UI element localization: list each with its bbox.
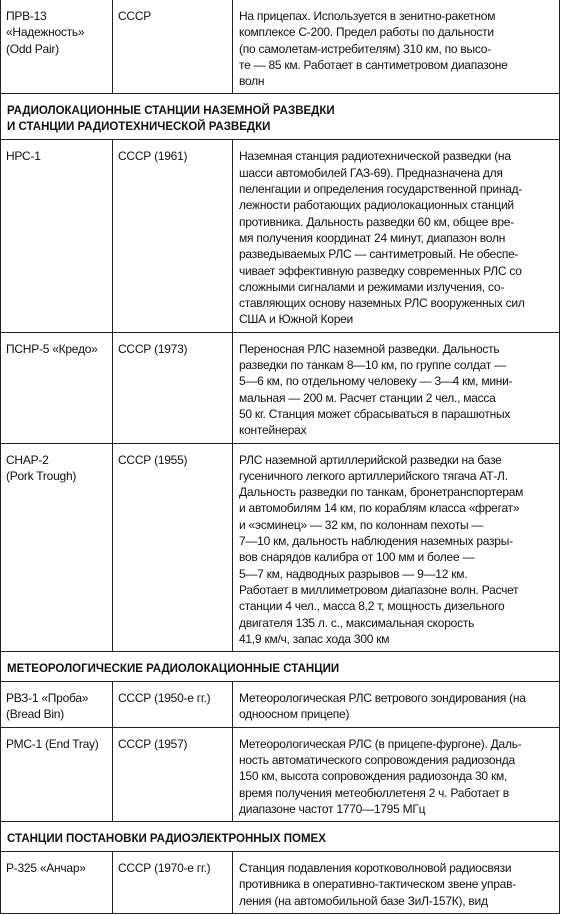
- description-line: разведки по танкам 8—10 км, по группе солдат —: [239, 358, 506, 373]
- description-line: пеленгации и определения государственной принад-: [239, 182, 523, 197]
- origin-cell: СССР (1955): [113, 443, 233, 652]
- table-row: [1, 443, 560, 652]
- section-title-line: И СТАНЦИИ РАДИОТЕХНИЧЕСКОЙ РАЗВЕДКИ: [7, 121, 271, 134]
- origin-cell: СССР: [113, 0, 233, 94]
- equipment-name-cell: [1, 852, 113, 914]
- section-header-row: [1, 94, 560, 140]
- equipment-name-line: «Надежность»: [6, 25, 85, 40]
- description-line: те — 85 км. Работает в сантиметровом диапазоне: [239, 57, 508, 72]
- equipment-name-line: НРС-1: [6, 149, 41, 164]
- description-line: США и Южной Кореи: [239, 312, 353, 327]
- equipment-name-cell: [1, 443, 113, 652]
- table-row: [1, 0, 560, 94]
- table-row: [1, 727, 560, 821]
- description-line: 5—6 км, по отдельному человеку — 3—4 км, мини-: [239, 374, 513, 389]
- table-body: [1, 0, 560, 914]
- section-title: [1, 652, 560, 682]
- description-line: ставляющих основу наземных РЛС вооруженных сил: [239, 296, 525, 311]
- description-line: 5—7 км, надводных разрывов — 9—12 км.: [239, 566, 468, 581]
- description-line: и «эсминец» — 32 км, по колоннам пехоты —: [239, 517, 484, 532]
- origin-cell: СССР (1970-е гг.): [113, 852, 233, 914]
- equipment-name-line: РВЗ-1 «Проба»: [6, 691, 89, 706]
- description-line: комплексе С-200. Предел работы по дальности: [239, 25, 494, 40]
- equipment-name-line: (Odd Pair): [6, 41, 59, 56]
- description-line: сложными сигналами и режимами излучения, со-: [239, 279, 505, 294]
- equipment-name-line: (Pork Trough): [6, 468, 77, 483]
- description-line: Станция подавления коротковолновой радиосвязи: [239, 861, 512, 876]
- section-title: [1, 94, 560, 140]
- origin-cell: СССР (1961): [113, 140, 233, 332]
- table-row: [1, 852, 560, 914]
- description-line: ления (на автомобильной базе ЗиЛ-157К), вид: [239, 893, 488, 908]
- description-line: Наземная станция радиотехнической разведки (на: [239, 149, 511, 164]
- description-line: Дальность разведки по танкам, бронетранспортерам: [239, 485, 524, 500]
- description-line: и автомобилям 14 км, по кораблям класса «фрегат»: [239, 501, 520, 516]
- description-line: Переносная РЛС наземной разведки. Дальность: [239, 341, 500, 356]
- table-row: [1, 682, 560, 728]
- description-line: 7—10 км, дальность наблюдения наземных разры-: [239, 534, 513, 549]
- description-line: волн: [239, 74, 265, 89]
- section-title: [1, 822, 560, 852]
- description-line: противника в оперативно-тактическом звене управ-: [239, 877, 516, 892]
- description-line: Метеорологическая РЛС (в прицепе-фургоне). Даль-: [239, 736, 522, 751]
- description-line: На прицепах. Используется в зенитно-ракетном: [239, 9, 496, 23]
- description-line: станции 4 чел., масса 8,2 т, мощность дизельного: [239, 599, 505, 614]
- equipment-name-line: СНАР-2: [6, 452, 49, 467]
- description-line: гусеничного легкого артиллерийского тягача АТ-Л.: [239, 468, 508, 483]
- equipment-name-cell: [1, 727, 113, 821]
- description-line: шасси автомобилей ГАЗ-69). Предназначена для: [239, 165, 503, 180]
- section-header-row: [1, 822, 560, 852]
- description-line: чивает эффективную разведку современных РЛС со: [239, 263, 522, 278]
- equipment-name-line: ПСНР-5 «Кредо»: [6, 341, 98, 356]
- description-line: ность автоматического сопровождения радиозонда: [239, 752, 515, 767]
- equipment-name-cell: [1, 140, 113, 332]
- origin-cell: СССР (1950-е гг.): [113, 682, 233, 728]
- description-line: (по самолетам-истребителям) 310 км, по высо-: [239, 41, 491, 56]
- description-line: диапазоне частот 1770—1795 МГц: [239, 801, 426, 816]
- equipment-name-cell: [1, 682, 113, 728]
- description-line: противника. Дальность разведки 60 км, общее вре-: [239, 214, 514, 229]
- description-line: время получения метеобюллетеня 2 ч. Работает в: [239, 785, 509, 800]
- equipment-name-line: ПРВ-13: [6, 9, 47, 23]
- description-cell: [233, 0, 560, 94]
- description-cell: [233, 443, 560, 652]
- description-cell: [233, 682, 560, 728]
- description-cell: [233, 140, 560, 332]
- description-line: 150 км, высота сопровождения радиозонда 30 км,: [239, 769, 508, 784]
- description-line: мя получения координат 24 минут, диапазон волн: [239, 230, 506, 245]
- origin-cell: СССР (1957): [113, 727, 233, 821]
- equipment-name-line: Р-325 «Анчар»: [6, 861, 86, 876]
- description-cell: [233, 332, 560, 443]
- description-line: одноосном прицепе): [239, 707, 350, 722]
- equipment-name-cell: [1, 332, 113, 443]
- section-title-line: МЕТЕОРОЛОГИЧЕСКИЕ РАДИОЛОКАЦИОННЫЕ СТАНЦИИ: [7, 663, 340, 676]
- equipment-name-cell: [1, 0, 113, 94]
- table-row: [1, 332, 560, 443]
- equipment-name-line: РМС-1 (End Tray): [6, 736, 99, 751]
- description-line: лежности работающих радиолокационных станций: [239, 198, 514, 213]
- section-header-row: [1, 652, 560, 682]
- description-line: мальная — 200 м. Расчет станции 2 чел., масса: [239, 390, 496, 405]
- description-line: разведываемых РЛС — сантиметровый. Не обеспе-: [239, 247, 519, 262]
- equipment-name-line: (Bread Bin): [6, 707, 64, 722]
- description-line: Работает в миллиметровом диапазоне волн. Расчет: [239, 582, 519, 597]
- description-cell: [233, 727, 560, 821]
- description-line: 50 кг. Станция может сбрасываться в парашютных: [239, 406, 511, 421]
- table-row: [1, 140, 560, 332]
- description-line: 41,9 км/ч, запас хода 300 км: [239, 631, 390, 646]
- description-line: двигателя 135 л. с., максимальная скорость: [239, 615, 475, 630]
- section-title-line: РАДИОЛОКАЦИОННЫЕ СТАНЦИИ НАЗЕМНОЙ РАЗВЕДКИ: [7, 105, 335, 118]
- section-title-line: СТАНЦИИ ПОСТАНОВКИ РАДИОЭЛЕКТРОННЫХ ПОМЕХ: [7, 833, 326, 846]
- description-line: Метеорологическая РЛС ветрового зондирования (на: [239, 691, 526, 706]
- description-cell: [233, 852, 560, 914]
- description-line: контейнерах: [239, 423, 307, 438]
- description-line: РЛС наземной артиллерийской разведки на базе: [239, 452, 502, 467]
- description-line: вов снарядов калибра от 100 мм и более —: [239, 550, 475, 565]
- origin-cell: СССР (1973): [113, 332, 233, 443]
